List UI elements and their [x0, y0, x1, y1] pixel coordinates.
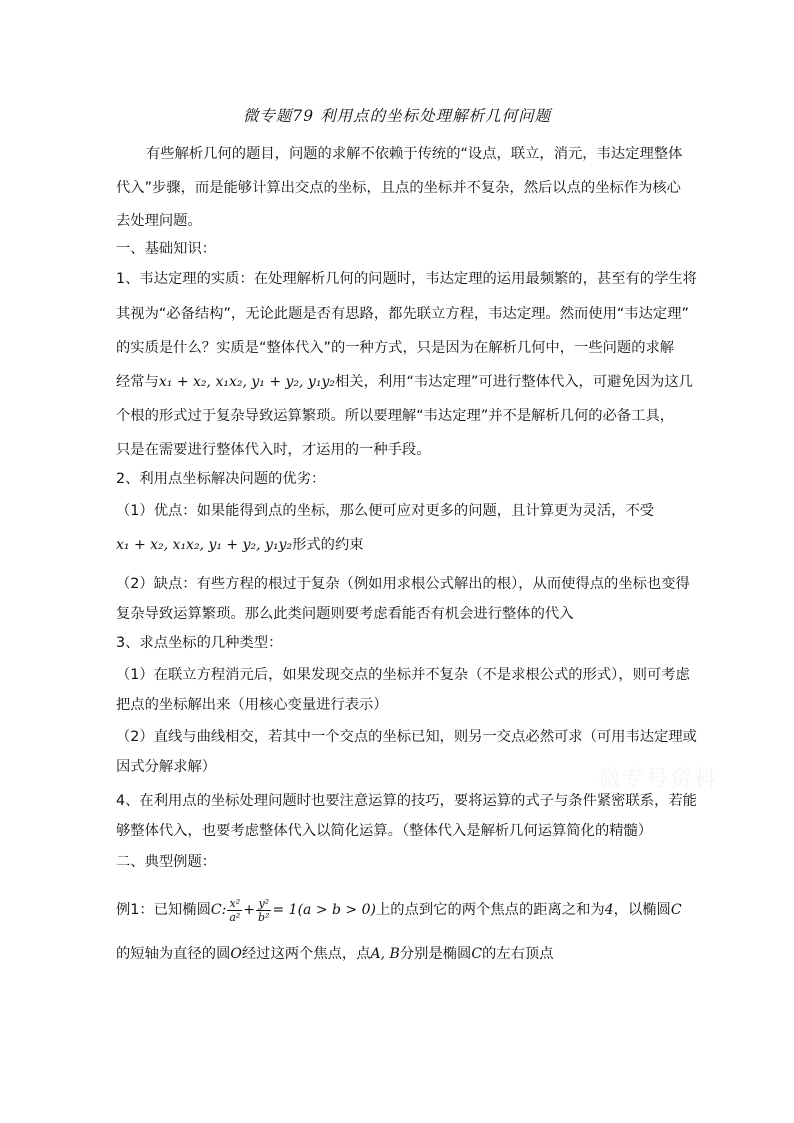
page-title: 微专题79 利用点的坐标处理解析几何问题	[242, 107, 552, 125]
vieta-line-3: 的实质是什么？实质是“整体代入”的一种方式，只是因为在解析几何中，一些问题的求解	[116, 340, 675, 356]
fraction-x-denominator: a²	[229, 910, 241, 924]
points-ab: A, B	[370, 946, 400, 962]
advantage-line-1: （1）优点：如果能得到点的坐标，那么便可应对更多的问题，且计算更为灵活，不受	[116, 503, 655, 519]
vieta-line-5: 个根的形式过于复杂导致运算繁琐。所以要理解“韦达定理”并不是解析几何的必备工具，	[116, 408, 675, 424]
example1-pre: 例1：已知椭圆	[116, 902, 211, 918]
advantage-post: 形式的约束	[292, 537, 364, 553]
ellipse-name-2: C	[670, 902, 682, 918]
intro-line-1: 有些解析几何的题目，问题的求解不依赖于传统的“设点，联立，消元，韦达定理整体	[146, 146, 683, 162]
types-heading: 3、求点坐标的几种类型：	[116, 635, 283, 651]
fraction-y-numerator: y²	[256, 897, 271, 911]
plus-sign: +	[243, 902, 256, 918]
vieta-line-4-pre: 经常与	[116, 374, 159, 390]
vieta-expression: x₁ + x₂, x₁x₂, y₁ + y₂, y₁y₂	[158, 374, 335, 390]
tips-line-1: 4、在利用点的坐标处理问题时也要注意运算的技巧，要将运算的式子与条件紧密联系，若能	[116, 793, 697, 809]
circle-name: O	[230, 946, 242, 962]
disadvantage-line-2: 复杂导致运算繁琐。那么此类问题则要考虑看能否有机会进行整体的代入	[116, 606, 574, 622]
example1-line-2	[116, 944, 686, 964]
advantage-expression: x₁ + x₂, x₁x₂, y₁ + y₂, y₁y₂	[116, 537, 293, 553]
intro-line-2: 代入”步骤，而是能够计算出交点的坐标，且点的坐标并不复杂，然后以点的坐标作为核心	[116, 180, 681, 196]
vieta-line-2: 其视为“必备结构”，无论此题是否有思路，都先联立方程，韦达定理。然而使用“韦达定理”	[116, 306, 689, 322]
fraction-y-denominator: b²	[258, 910, 270, 924]
type1-line-1: （1）在联立方程消元后，如果发现交点的坐标并不复杂（不是求根公式的形式），则可考虑	[116, 667, 690, 683]
example1-mid: 上的点到它的两个焦点的距离之和为	[375, 902, 605, 918]
vieta-line-6: 只是在需要进行整体代入时，才运用的一种手段。	[116, 442, 431, 458]
distance-sum: 4	[604, 902, 614, 918]
fraction-x	[227, 897, 242, 924]
fraction-x-numerator: x²	[227, 897, 242, 911]
watermark: 微专号资料	[598, 767, 719, 792]
ellipse-name-3: C	[471, 946, 483, 962]
example1-line-1	[116, 895, 686, 925]
example1-line2-post: 的左右顶点	[482, 946, 554, 962]
example1-mid2: ，以椭圆	[613, 902, 671, 918]
type1-line-2: 把点的坐标解出来（用核心变量进行表示）	[116, 697, 388, 713]
type2-line-1: （2）直线与曲线相交，若其中一个交点的坐标已知，则另一交点必然可求（可用韦达定理或	[116, 729, 697, 745]
ellipse-colon: :	[221, 902, 227, 918]
pros-cons-heading: 2、利用点坐标解决问题的优劣：	[116, 471, 326, 487]
vieta-line-1: 1、韦达定理的实质：在处理解析几何的问题时，韦达定理的运用最频繁的，甚至有的学生将	[116, 271, 697, 287]
tips-line-2: 够整体代入，也要考虑整体代入以简化运算。（整体代入是解析几何运算简化的精髓）	[116, 823, 653, 839]
section-heading-basics: 一、基础知识：	[116, 241, 217, 257]
vieta-line-4	[116, 372, 693, 392]
example1-line2-pre: 的短轴为直径的圆	[116, 946, 231, 962]
section-heading-examples: 二、典型例题：	[116, 854, 217, 870]
type2-line-2: 因式分解求解）	[116, 759, 217, 775]
intro-line-3: 去处理问题。	[116, 213, 202, 229]
vieta-line-4-post: 相关，利用“韦达定理”可进行整体代入，可避免因为这几	[334, 374, 693, 390]
advantage-line-2	[116, 535, 686, 555]
fraction-y	[256, 897, 271, 924]
disadvantage-line-1: （2）缺点：有些方程的根过于复杂（例如用求根公式解出的根），从而使得点的坐标也变得	[116, 576, 690, 592]
equation-rhs: = 1(a > b > 0)	[272, 902, 376, 918]
ellipse-name: C	[210, 902, 222, 918]
example1-line2-mid: 经过这两个焦点，点	[241, 946, 371, 962]
example1-line2-mid2: 分别是椭圆	[399, 946, 472, 962]
